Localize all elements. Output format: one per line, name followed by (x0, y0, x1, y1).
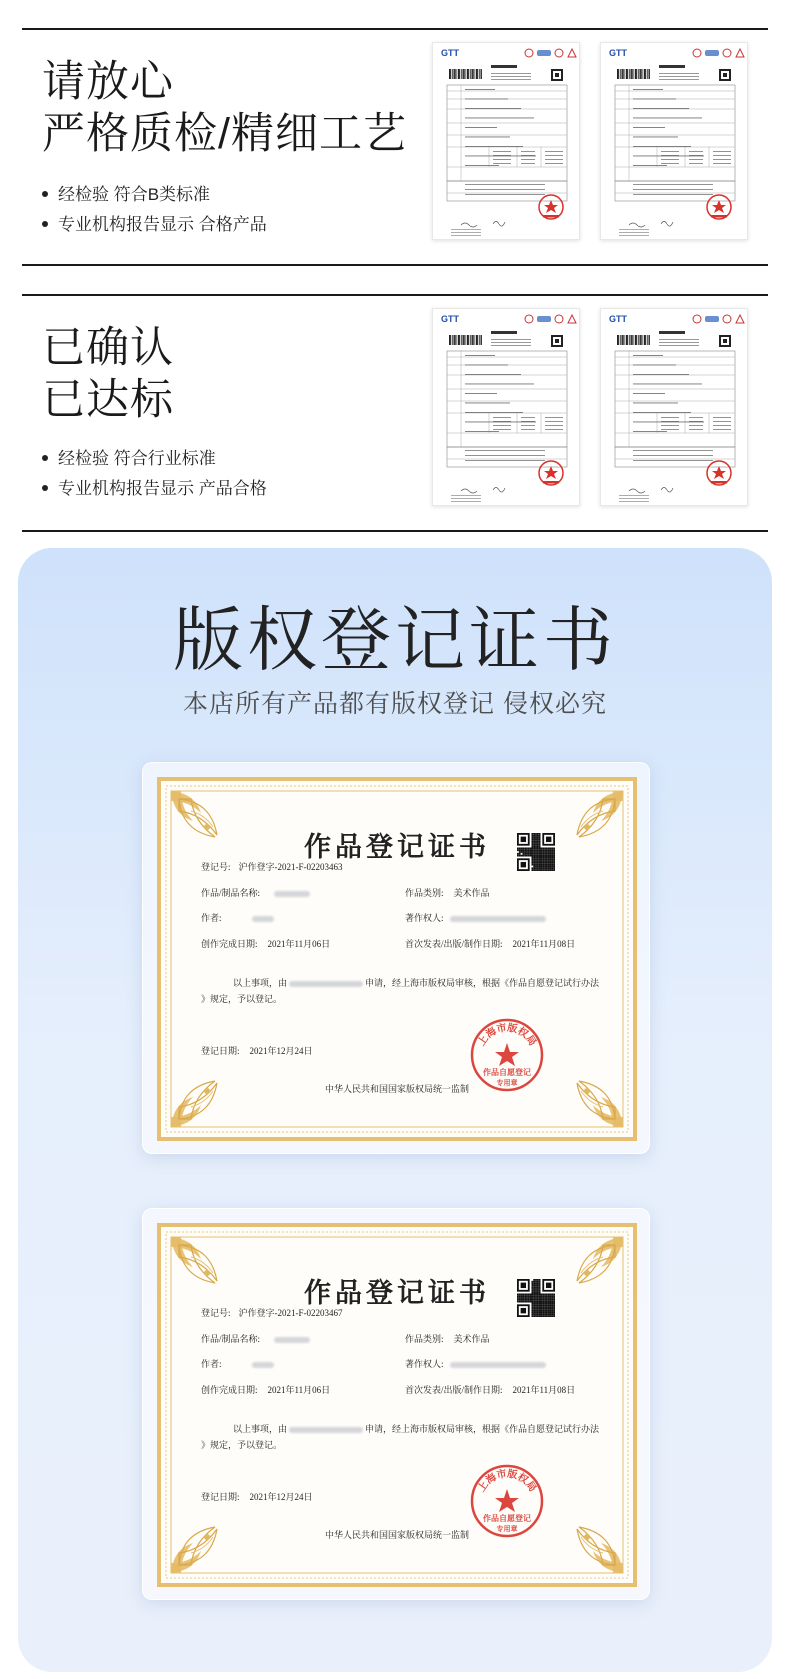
certificate-footer: 中华人民共和国国家版权局统一监制 (324, 1084, 469, 1094)
bullet-dot-icon (42, 221, 48, 227)
registration-date: 登记日期: 2021年12月24日 (201, 1046, 313, 1056)
seal-line1-text: 作品自愿登记 (483, 1068, 531, 1077)
work-name: 作品/制品名称: (201, 1333, 324, 1345)
publish-date: 首次发表/出版/制作日期: 2021年11月08日 (405, 1385, 576, 1395)
bullet-item: 经检验 符合行业标准 (42, 444, 267, 474)
bullet-dot-icon (42, 191, 48, 197)
bullet-list (42, 444, 267, 504)
certificate-body-line2: 》规定，予以登记。 (201, 1440, 283, 1450)
redacted-text (450, 916, 546, 922)
test-report-image (432, 42, 580, 240)
redacted-text (252, 1362, 274, 1368)
section-divider (22, 530, 768, 532)
section-title (42, 322, 174, 426)
test-report-image (600, 42, 748, 240)
completion-date: 创作完成日期: 2021年11月06日 (201, 939, 331, 949)
redacted-text (274, 891, 310, 897)
quality-section-1 (0, 30, 790, 264)
quality-section-2 (0, 296, 790, 530)
section-title-line2: 严格质检/精细工艺 (42, 110, 407, 158)
report-logo-text: GTT (441, 314, 459, 324)
test-report-image (600, 308, 748, 506)
copyright-title: 版权登记证书 (173, 599, 617, 681)
seal-top-text: 上海市版权局 (476, 1022, 538, 1049)
section-title (42, 56, 407, 160)
certificate-footer: 中华人民共和国国家版权局统一监制 (324, 1530, 469, 1540)
registration-date: 登记日期: 2021年12月24日 (201, 1492, 313, 1502)
report-document (601, 309, 749, 507)
seal-top-text: 上海市版权局 (476, 1468, 538, 1495)
seal-line2-text: 专用章 (496, 1525, 518, 1533)
work-category: 作品类别: 美术作品 (405, 1334, 490, 1344)
copyright-owner: 著作权人: (405, 1358, 552, 1370)
registration-number: 登记号: 沪作登字-2021-F-02203467 (201, 1308, 343, 1318)
section-title-line2: 已达标 (42, 376, 174, 424)
certificate-body-line1: 以上事项，由 申请，经上海市版权局审核，根据《作品自愿登记试行办法 (233, 978, 600, 988)
bullet-dot-icon (42, 455, 48, 461)
work-name: 作品/制品名称: (201, 887, 324, 899)
author: 作者: (201, 912, 304, 924)
section-title-line1: 请放心 (42, 58, 174, 106)
registration-number: 登记号: 沪作登字-2021-F-02203463 (201, 862, 343, 872)
copyright-subtitle: 本店所有产品都有版权登记 侵权必究 (183, 690, 607, 718)
redacted-text (252, 916, 274, 922)
redacted-text (289, 981, 363, 987)
bullet-item: 专业机构报告显示 产品合格 (42, 474, 267, 504)
report-logo-text: GTT (441, 48, 459, 58)
completion-date: 创作完成日期: 2021年11月06日 (201, 1385, 331, 1395)
report-document (433, 43, 581, 241)
seal-line2-text: 专用章 (496, 1079, 518, 1087)
certificate-body-line2: 》规定，予以登记。 (201, 994, 283, 1004)
bullet-list (42, 180, 267, 240)
redacted-text (289, 1427, 363, 1433)
section-title-line1: 已确认 (42, 324, 174, 372)
report-document (601, 43, 749, 241)
certificate-body-line1: 以上事项，由 申请，经上海市版权局审核，根据《作品自愿登记试行办法 (233, 1424, 600, 1434)
seal-line1-text: 作品自愿登记 (483, 1514, 531, 1523)
bullet-item: 经检验 符合B类标准 (42, 180, 267, 210)
copyright-owner: 著作权人: (405, 912, 552, 924)
publish-date: 首次发表/出版/制作日期: 2021年11月08日 (405, 939, 576, 949)
redacted-text (450, 1362, 546, 1368)
author: 作者: (201, 1358, 304, 1370)
certificate-title: 作品登记证书 (304, 1278, 490, 1308)
section-divider (22, 264, 768, 266)
certificate-title: 作品登记证书 (304, 832, 490, 862)
certificate-card (142, 762, 650, 1154)
report-document (433, 309, 581, 507)
bullet-dot-icon (42, 485, 48, 491)
report-logo-text: GTT (609, 314, 627, 324)
certificate (157, 777, 637, 1141)
test-report-image (432, 308, 580, 506)
work-category: 作品类别: 美术作品 (405, 888, 490, 898)
report-logo-text: GTT (609, 48, 627, 58)
official-seal-stamp (469, 1463, 545, 1539)
certificate-card (142, 1208, 650, 1600)
redacted-text (274, 1337, 310, 1343)
certificate (157, 1223, 637, 1587)
bullet-item: 专业机构报告显示 合格产品 (42, 210, 267, 240)
official-seal-stamp (469, 1017, 545, 1093)
